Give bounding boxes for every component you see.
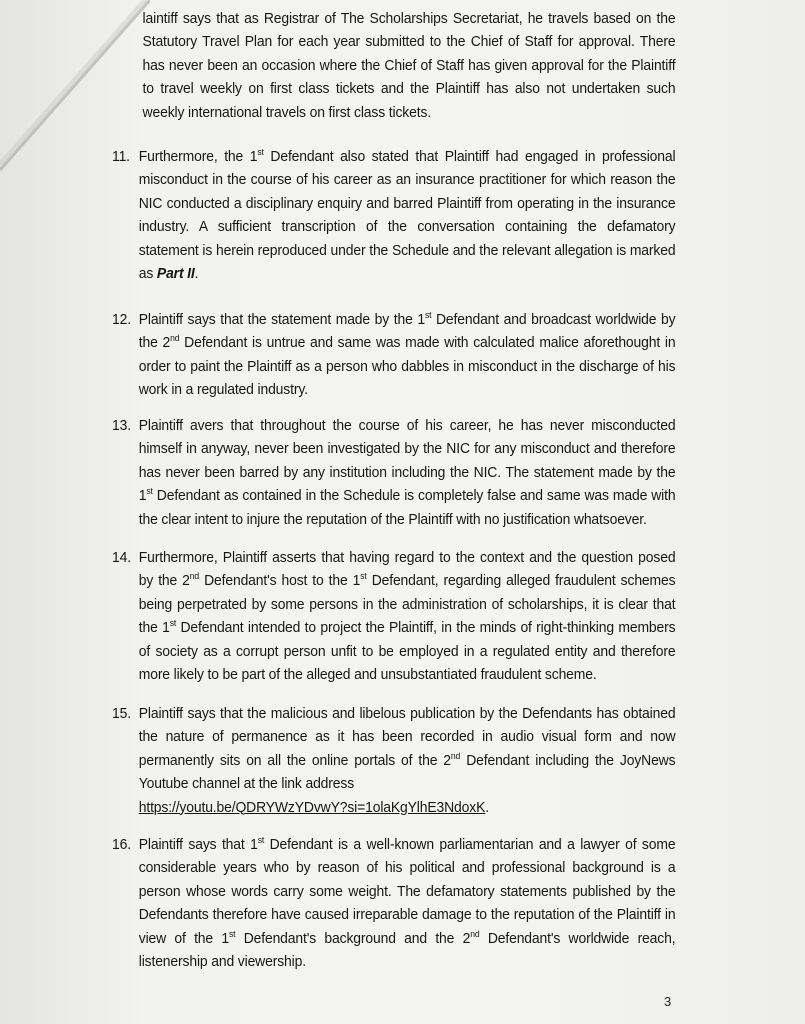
paragraph-number: 15.: [112, 706, 131, 722]
paragraph-text: Defendant's worldwide reach, listenership and viewership.: [138, 930, 676, 971]
paragraph-11: [112, 146, 675, 286]
paragraph-text: Plaintiff avers that throughout the course of his career, he has never misconducted himself in anyway, never been investigated by the NIC for any misconduct and therefore has never been barred by any institution including the NIC. The statement made by the 1: [138, 418, 676, 505]
paragraph-text: laintiff says that as Registrar of The Scholarships Secretariat, he travels based on the Statutory Travel Plan for each year submitted to the Chief of Staff for approval. There has never been an occasion where the Chief of Staff has given approval for the Plaintiff to travel weekly on first class tickets and the Plaintiff has also not undertaken such weekly international travels on first class tickets.: [142, 11, 676, 121]
paragraph-number: 16.: [112, 837, 131, 853]
paragraph-text: Plaintiff says that 1: [138, 837, 258, 853]
paragraph-text: Defendant and broadcast worldwide by the 2: [138, 312, 676, 352]
paragraph-text: Defendant intended to project the Plaintiff, in the minds of right-thinking members of society as a corrupt person unfit to be employed in a regulated entity and therefore more likely to be part of the alleged and unsubstantiated fraudulent scheme.: [138, 620, 676, 684]
paragraph-number: 14.: [112, 550, 131, 566]
paragraph-text: Defendant, regarding alleged fraudulent schemes being perpetrated by some persons in the administration of scholarships, it is clear that the 1: [138, 573, 676, 637]
paragraph-number: 11.: [112, 149, 130, 165]
paragraph-14: [112, 547, 675, 687]
ordinal-suffix: st: [424, 310, 432, 320]
ordinal-suffix: st: [228, 928, 236, 939]
ordinal-suffix: nd: [450, 750, 461, 761]
paragraph-text: Defendant's background and the 2: [235, 930, 471, 947]
page-number: 3: [664, 994, 672, 1009]
paragraph-text: Furthermore, the 1: [138, 149, 258, 165]
paragraph-13: [112, 415, 675, 532]
part-reference: Part II: [156, 266, 195, 283]
paragraph-text: .: [194, 266, 199, 283]
paragraph-text: Defendant is a well-known parliamentarian and a lawyer of some considerable years who by reason of his political and professional background is a person whose words carry some weight. The defamatory statements published by the Defendants therefore have caused irreparable damage to the reputation of the Plaintiff in view of the 1: [138, 837, 676, 947]
ordinal-suffix: st: [257, 147, 264, 157]
paragraph-12: [112, 309, 675, 403]
paragraph-text: Plaintiff says that the malicious and libelous publication by the Defendants has obtained the nature of permanence as it has been recorded in audio visual form and now permanently sits on all the online portals of the 2: [138, 706, 676, 769]
paragraph-text: Defendant's host to the 1: [199, 573, 361, 590]
ordinal-suffix: st: [146, 486, 153, 497]
paragraph-text: Defendant is untrue and same was made with calculated malice aforethought in order to paint the Plaintiff as a person who dabbles in misconduct in the discharge of his work in a regulated industry.: [138, 335, 676, 399]
paragraph-text: Furthermore, Plaintiff asserts that having regard to the context and the question posed by the 2: [138, 550, 676, 590]
ordinal-suffix: nd: [470, 928, 480, 939]
paragraph-number: 12.: [112, 312, 131, 328]
ordinal-suffix: st: [169, 618, 177, 629]
paragraph-text: Defendant as contained in the Schedule is completely false and same was made with the clear intent to injure the reputation of the Plaintiff with no justification whatsoever.: [138, 488, 676, 528]
paragraph-text: .: [485, 799, 489, 816]
paragraph-16: [112, 834, 675, 974]
youtube-link[interactable]: https://youtu.be/QDRYWzYDvwY?si=1olaKgYlhE3NdoxK: [138, 799, 486, 816]
ordinal-suffix: st: [360, 571, 367, 582]
ordinal-suffix: nd: [170, 333, 180, 344]
paragraph-15: [112, 703, 675, 820]
paragraph-text: Defendant including the JoyNews Youtube channel at the link address: [138, 752, 676, 793]
ordinal-suffix: st: [257, 835, 265, 845]
paragraph-text: Plaintiff says that the statement made by the 1: [138, 312, 425, 328]
ordinal-suffix: nd: [189, 571, 200, 582]
paragraph-number: 13.: [112, 418, 131, 434]
paragraph-text: Defendant also stated that Plaintiff had engaged in professional misconduct in the course of his career as an insurance practitioner for which reason the NIC conducted a disciplinary enquiry and barred Plaintiff from operating in the insurance industry. A sufficient transcription of the conversation containing the defamatory statement is herein reproduced under the Schedule and the relevant allegation is marked as: [138, 149, 676, 283]
paragraph-10-continued: [112, 8, 675, 125]
